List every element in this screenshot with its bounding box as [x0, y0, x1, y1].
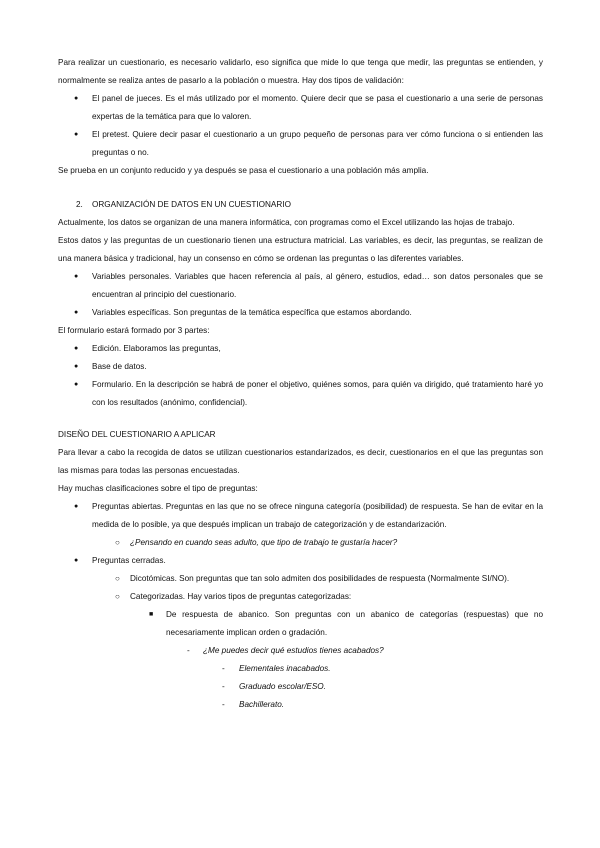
section-2-paragraph-2: Estos datos y las preguntas de un cuestionario tienen una estructura matricial. Las variables, es decir, las preguntas, se realizan de una manera básica y tradicional, hay un consenso en cómo se ordenan las preguntas o las diferentes variables. — [58, 236, 543, 263]
bullet-icon: ● — [74, 557, 79, 564]
bullet-icon: ● — [74, 273, 79, 280]
list-item: ● El panel de jueces. Es el más utilizado por el momento. Quiere decir que se pasa el cuestionario a una serie de personas expertas de la temática para que lo valoren. — [58, 90, 543, 126]
list-item: ○ Dicotómicas. Son preguntas que tan solo admiten dos posibilidades de respuesta (Normalmente SI/NO). — [58, 570, 543, 588]
dash-bullet-icon: - — [222, 664, 225, 673]
list-item: - Graduado escolar/ESO. — [58, 678, 543, 696]
intro-paragraph: Para realizar un cuestionario, es necesario validarlo, eso significa que mide lo que tenga que medir, las preguntas se entienden, y normalmente se realiza antes de pasarlo a la población o muestra. Hay dos tipos de validación: — [58, 58, 543, 85]
list-item: ○ ¿Pensando en cuando seas adulto, que tipo de trabajo te gustaría hacer? — [58, 534, 543, 552]
bullet-icon: ● — [74, 381, 79, 388]
list-item: ● Variables específicas. Son preguntas de la temática específica que estamos abordando. — [58, 304, 543, 322]
document-page — [58, 54, 543, 714]
circle-bullet-icon: ○ — [115, 538, 120, 547]
dash-bullet-icon: - — [187, 646, 190, 655]
list-item: ● Formulario. En la descripción se habrá de poner el objetivo, quiénes somos, para quién va dirigido, qué tratamiento haré yo con los resultados (anónimo, confidencial). — [58, 376, 543, 412]
intro-closing-paragraph: Se prueba en un conjunto reducido y ya después se pasa el cuestionario a una población más amplia. — [58, 166, 429, 175]
bullet-icon: ● — [74, 345, 79, 352]
bullet-icon: ● — [74, 363, 79, 370]
question-types-list — [58, 498, 543, 714]
parts-list — [58, 340, 543, 412]
section-2-paragraph-3: El formulario estará formado por 3 partes: — [58, 326, 210, 335]
dash-bullet-icon: - — [222, 700, 225, 709]
list-item: ■ De respuesta de abanico. Son preguntas con un abanico de categorías (respuestas) que no necesariamente implican orden o gradación. — [58, 606, 543, 642]
list-item: - Elementales inacabados. — [58, 660, 543, 678]
section-2-paragraph-1: Actualmente, los datos se organizan de una manera informática, con programas como el Excel utilizando las hojas de trabajo. — [58, 218, 515, 227]
bullet-icon: ● — [74, 131, 79, 138]
square-bullet-icon: ■ — [149, 611, 154, 618]
section-3-paragraph-1: Para llevar a cabo la recogida de datos se utilizan cuestionarios estandarizados, es decir, cuestionarios en el que las preguntas son las mismas para todas las personas encuestadas. — [58, 448, 543, 475]
circle-bullet-icon: ○ — [115, 574, 120, 583]
list-item: ○ Categorizadas. Hay varios tipos de preguntas categorizadas: — [58, 588, 543, 606]
dash-bullet-icon: - — [222, 682, 225, 691]
list-item: ● Preguntas cerradas. — [58, 552, 543, 570]
variables-list — [58, 268, 543, 322]
list-item: ● Base de datos. — [58, 358, 543, 376]
section-3-paragraph-2: Hay muchas clasificaciones sobre el tipo de preguntas: — [58, 484, 258, 493]
section-3-heading: DISEÑO DEL CUESTIONARIO A APLICAR — [58, 430, 216, 439]
bullet-icon: ● — [74, 503, 79, 510]
circle-bullet-icon: ○ — [115, 592, 120, 601]
list-item: - ¿Me puedes decir qué estudios tienes acabados? — [58, 642, 543, 660]
list-item: - Bachillerato. — [58, 696, 543, 714]
section-2-heading: 2. ORGANIZACIÓN DE DATOS EN UN CUESTIONARIO — [76, 200, 291, 209]
list-item: ● El pretest. Quiere decir pasar el cuestionario a un grupo pequeño de personas para ver cómo funciona o si entienden las preguntas o no. — [58, 126, 543, 162]
list-item: ● Edición. Elaboramos las preguntas, — [58, 340, 543, 358]
bullet-icon: ● — [74, 309, 79, 316]
bullet-icon: ● — [74, 95, 79, 102]
list-item: ● Variables personales. Variables que hacen referencia al país, al género, estudios, edad… son datos personales que se encuentran al principio del cuestionario. — [58, 268, 543, 304]
validation-list — [58, 90, 543, 162]
list-item: ● Preguntas abiertas. Preguntas en las que no se ofrece ninguna categoría (posibilidad) de respuesta. Se han de evitar en la medida de lo posible, ya que después implican un trabajo de categorización y de estandarización. — [58, 498, 543, 534]
